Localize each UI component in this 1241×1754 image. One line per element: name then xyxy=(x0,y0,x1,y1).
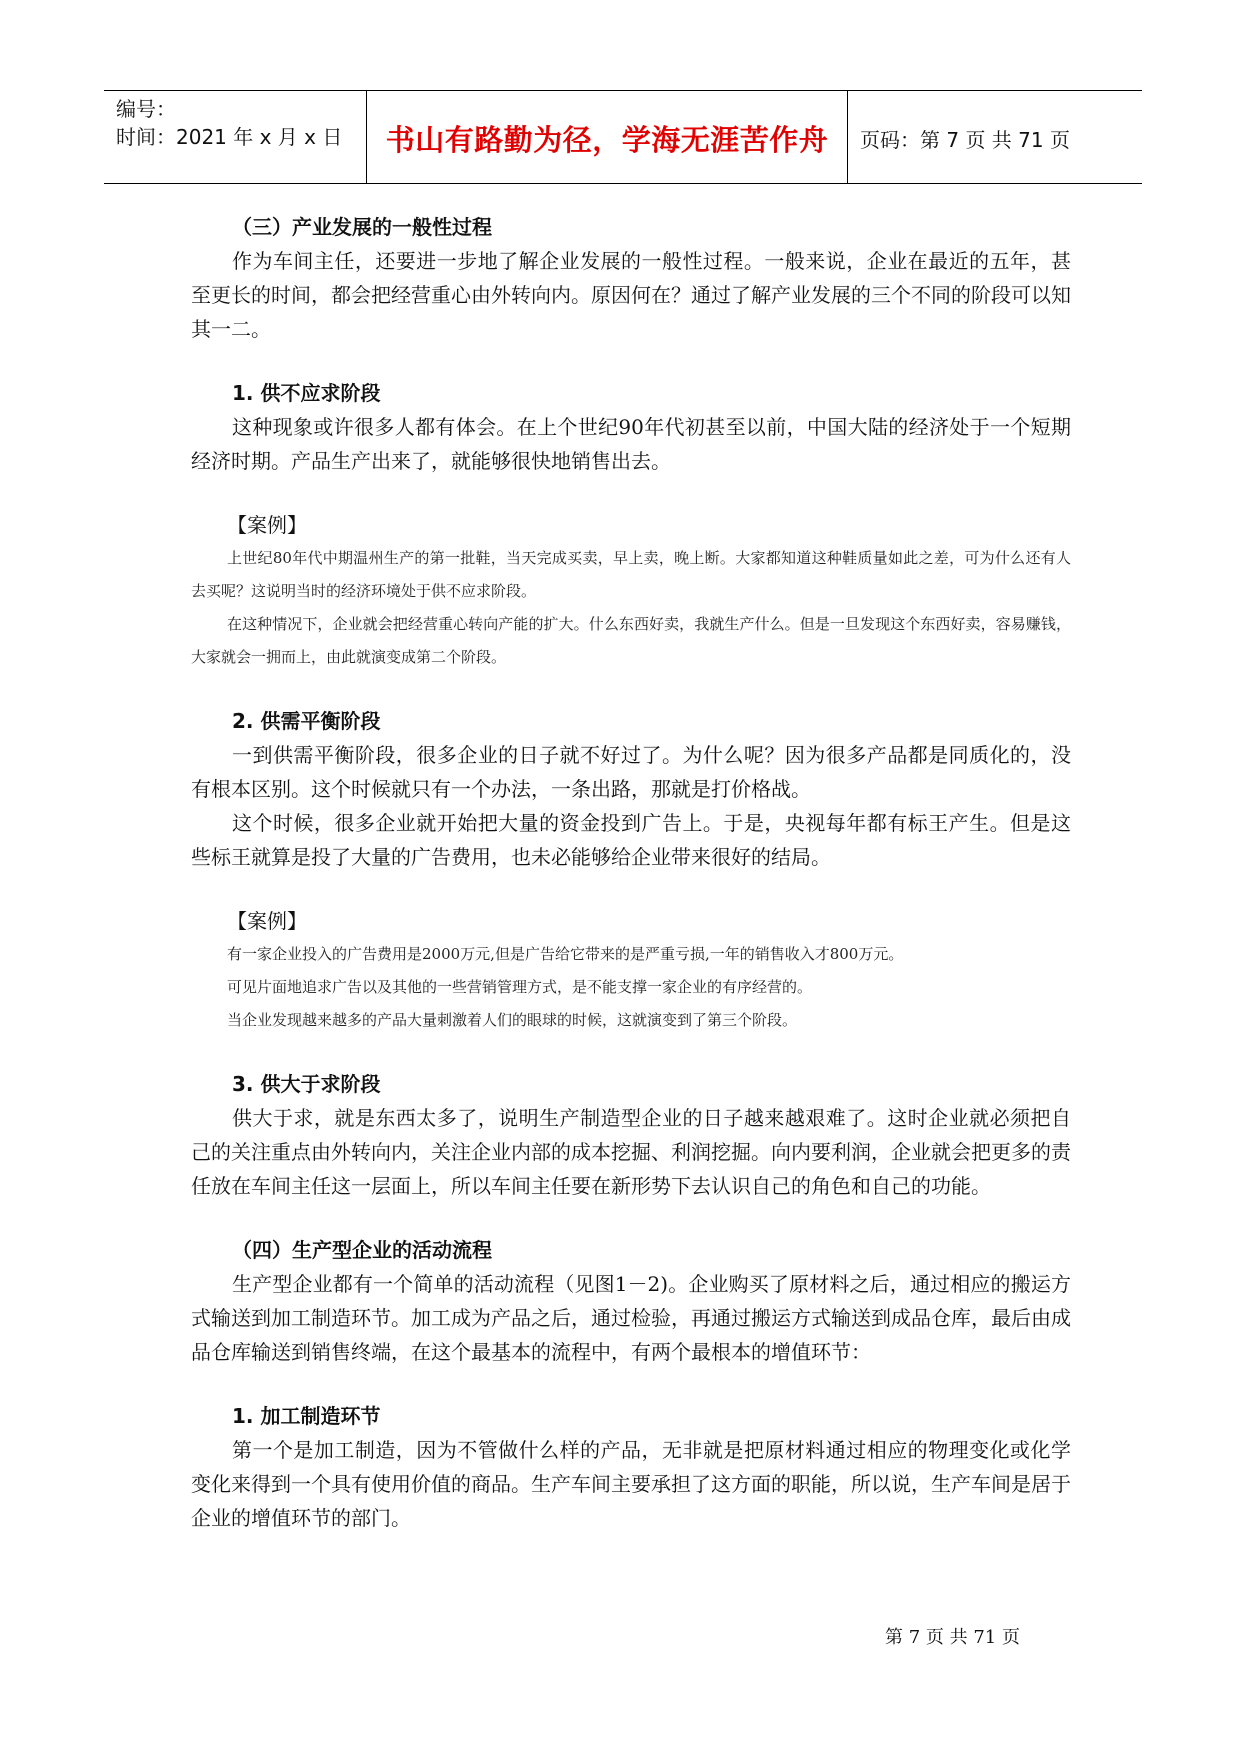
paragraph: 生产型企业都有一个简单的活动流程（见图1－2)。企业购买了原材料之后，通过相应的搬运方式输送到加工制造环节。加工成为产品之后，通过检验，再通过搬运方式输送到成品仓库，最后由成品仓库输送到销售终端，在这个最基本的流程中，有两个最根本的增值环节： xyxy=(191,1272,1071,1364)
section-heading: （四）生产型企业的活动流程 xyxy=(232,1238,492,1262)
stage-heading: 1. 供不应求阶段 xyxy=(232,381,381,405)
section-heading: （三）产业发展的一般性过程 xyxy=(232,215,492,239)
paragraph: 这个时候，很多企业就开始把大量的资金投到广告上。于是，央视每年都有标王产生。但是这些标王就算是投了大量的广告费用，也未必能够给企业带来很好的结局。 xyxy=(191,811,1071,869)
page-footer: 第 7 页 共 71 页 xyxy=(885,1627,1020,1648)
paragraph: 一到供需平衡阶段，很多企业的日子就不好过了。为什么呢？因为很多产品都是同质化的，没有根本区别。这个时候就只有一个办法，一条出路，那就是打价格战。 xyxy=(191,743,1071,801)
case-paragraph: 有一家企业投入的广告费用是2000万元,但是广告给它带来的是严重亏损,一年的销售收入才800万元。 xyxy=(227,945,904,963)
header-page-label: 页码：第 7 页 共 71 页 xyxy=(860,128,1070,152)
paragraph: 供大于求，就是东西太多了，说明生产制造型企业的日子越来越艰难了。这时企业就必须把自己的关注重点由外转向内，关注企业内部的成本挖掘、利润挖掘。向内要利润，企业就会把更多的责任放在车间主任这一层面上，所以车间主任要在新形势下去认识自己的角色和自己的功能。 xyxy=(191,1106,1071,1198)
header-number-label: 编号： xyxy=(116,97,176,121)
header-motto-cell xyxy=(367,91,848,183)
case-paragraph: 上世纪80年代中期温州生产的第一批鞋，当天完成买卖，早上卖，晚上断。大家都知道这种鞋质量如此之差，可为什么还有人去买呢？这说明当时的经济环境处于供不应求阶段。 xyxy=(191,549,1071,600)
case-paragraph: 当企业发现越来越多的产品大量刺激着人们的眼球的时候，这就演变到了第三个阶段。 xyxy=(227,1011,798,1029)
case-paragraph: 在这种情况下，企业就会把经营重心转向产能的扩大。什么东西好卖，我就生产什么。但是一旦发现这个东西好卖，容易赚钱，大家就会一拥而上，由此就演变成第二个阶段。 xyxy=(191,615,1071,666)
case-label: 【案例】 xyxy=(227,909,307,933)
header-motto: 书山有路勤为径，学海无涯苦作舟 xyxy=(385,123,829,157)
paragraph: 作为车间主任，还要进一步地了解企业发展的一般性过程。一般来说，企业在最近的五年，甚至更长的时间，都会把经营重心由外转向内。原因何在？通过了解产业发展的三个不同的阶段可以知其一二。 xyxy=(191,249,1071,341)
stage-heading: 2. 供需平衡阶段 xyxy=(232,709,381,733)
document-body xyxy=(191,210,1071,1535)
stage-heading: 1. 加工制造环节 xyxy=(232,1404,381,1428)
header-meta-cell xyxy=(104,91,367,183)
paragraph: 第一个是加工制造，因为不管做什么样的产品，无非就是把原材料通过相应的物理变化或化学变化来得到一个具有使用价值的商品。生产车间主要承担了这方面的职能，所以说，生产车间是居于企业的增值环节的部门。 xyxy=(191,1438,1071,1530)
case-label: 【案例】 xyxy=(227,513,307,537)
case-paragraph: 可见片面地追求广告以及其他的一些营销管理方式，是不能支撑一家企业的有序经营的。 xyxy=(227,978,813,996)
document-header xyxy=(104,90,1142,184)
stage-heading: 3. 供大于求阶段 xyxy=(232,1072,381,1096)
header-page-cell xyxy=(848,91,1142,183)
header-time-label: 时间：2021 年 x 月 x 日 xyxy=(116,125,343,149)
paragraph: 这种现象或许很多人都有体会。在上个世纪90年代初甚至以前，中国大陆的经济处于一个短期经济时期。产品生产出来了，就能够很快地销售出去。 xyxy=(191,415,1071,473)
